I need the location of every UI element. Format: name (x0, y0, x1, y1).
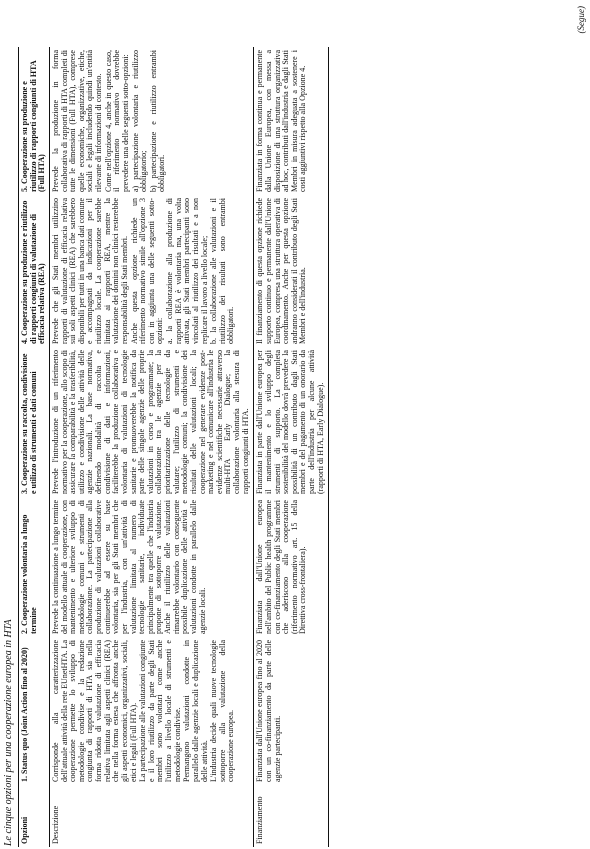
cell-paragraph: Prevede che gli Stati membri utilizzino rapporti di valutazione di efficacia relativa sui soli aspetti clinici (REA) che sarebbero disponibili per tutti in una banca dati comune e accompagnati da indicazioni per il riutilizzo locale. La cooperazione sarebbe limitata ai rapporti REA, mentre la valutazione dei domini non clinici resterebbe responsabilità degli Stati membri. (50, 198, 129, 344)
cell-paragraph: Prevede l'introduzione di un riferimento normativo per la cooperazione, allo scopo di assicurare la comparabilità e la trasferibilità, utilizzo e condivisione delle attività delle agenzie nazionali. La base normativa, definendo modalità di raccolta e condivisione di dati e informazioni, faciliterebbe la produzione collaborativa e volontaria di valutazioni di tecnologie sanitarie e promuoverebbe la notifica da parte delle singole agenzie delle proprie valutazioni in corso e programmate; la collaborazione tra le agenzie per la prioritarizzazione delle tecnologie da valutare; l'utilizzo di strumenti e metodologie comuni; la condivisione dei risultati delle valutazioni locali; la cooperazione nel generare evidenze post-marketing e nel comunicare all'industria le evidenze scientifiche necessarie attraverso multi-HTA Early Dialogue; la collaborazione volontaria alla stesura di rapporti congiunti di HTA. (50, 350, 250, 494)
cell-paragraph: b. la collaborazione alle valutazioni e il riutilizzo dei risultati sono entrambi obbligatori. (209, 198, 236, 344)
header-cell: 1. Status quo (Joint Action fino al 2020) (19, 637, 50, 785)
cell-paragraph: L'industria decide quali nuove tecnologie sottoporre alla valutazione della cooperazione europea. (209, 640, 236, 782)
option-cell (49, 347, 253, 497)
table-row (49, 47, 253, 847)
cell-paragraph: a. la collaborazione alla produzione di rapporti REA è volontaria ma, una volta attivata, gli Stati membri partecipanti sono vincolati al riutilizzo dei risultati e a non replicare il lavoro a livello locale; (165, 198, 209, 344)
cell-paragraph: Finanziata dall'Unione europea fino al 2020 con un co-finanziamento da parte delle agenzie partecipanti. (255, 640, 282, 782)
row-label: Finanziamento (254, 785, 329, 847)
cell-paragraph: Finanziata dall'Unione europea nell'ambito del Public health programme con co-finanziamento degli Stati membri che aderiscono alla cooperazione (riferimento normativo art. 15 della Direttiva cross-frontaliera). (255, 500, 308, 634)
cell-paragraph: Anche questa opzione richiede un riferimento normativo simile all'opzione 3 con in aggiunta una delle seguenti sotto-opzioni: (129, 198, 165, 344)
cell-paragraph: Come nell'opzione 4, anche in questo caso, il riferimento normativo dovrebbe prevedere una delle seguenti sotto-opzioni: (103, 50, 130, 192)
option-cell (254, 637, 329, 785)
cell-paragraph: La partecipazione alle valutazioni congiunte e il loro riutilizzo da parte degli Stati membri sono volontari come anche l'utilizzo a livello locale di strumenti e metodologie condivise. (138, 640, 182, 782)
header-cell: 2. Cooperazione volontaria a lungo termine (19, 497, 50, 637)
option-cell (49, 637, 253, 785)
cell-paragraph: b) partecipazione e riutilizzo entrambi obbligatori. (148, 50, 167, 192)
option-cell (254, 47, 329, 195)
options-table (18, 47, 329, 847)
cell-paragraph: Prevede la continuazione a lungo termine del modello attuale di cooperazione, con mantenimento e ulteriore sviluppo di metodologie comuni e strumenti di collaborazione. La partecipazione alla produzione di valutazioni collaborative continuerebbe ad essere su base volontaria, sia per gli Stati membri che per l'industria, con un'attività di valutazione limitata al numero di tecnologie sanitarie, individuate principalmente tra quelle che l'industria propone di sottoporre a valutazione. Anche il riutilizzo delle valutazioni rimarrebbe volontario con conseguente possibile duplicazione delle attività e valutazioni condotte in parallelo dalle agenzie locali. (50, 500, 207, 634)
cell-paragraph: Il finanziamento di questa opzione richiede supporto continuo e permanente dall'Unione Europea, compresa una struttura operativa di coordinamento. Anche per questa opzione andranno considerati il contributo degli Stati Membri e dell'industria. (255, 198, 308, 344)
option-cell (254, 347, 329, 497)
table-row (254, 47, 329, 847)
header-cell: 3. Cooperazione su raccolta, condivisione e utilizzo di strumenti e dati comuni (19, 347, 50, 497)
cell-paragraph: Finanziata in forma continua e permanente dalla Unione Europea, con messa a disposizione di una struttura organizzativa ad hoc, contributi dall'industria e dagli Stati Membri in misura adeguata a sostenere i costi aggiuntivi rispetto alla Opzione 4. (255, 50, 308, 192)
row-label: Descrizione (49, 785, 253, 847)
option-cell (49, 195, 253, 347)
header-cell: 5. Cooperazione su produzione e riutilizzo di rapporti congiunti di HTA (Full HTA) (19, 47, 50, 195)
cell-paragraph: Corrisponde alla caratterizzazione dell'attuale attività della rete EUnetHTA. La cooperazione permette lo sviluppo di metodologie condivise e la redazione congiunta di rapporti di HTA sia nella forma ridotta di valutazione di efficacia relativa limitata agli aspetti clinici (REA) che nella forma estesa che affronta anche gli aspetti economici, organizzativi, sociali, etici e legali (Full HTA). (50, 640, 138, 782)
cell-paragraph: a) partecipazione volontaria e riutilizzo obbligatorio; (130, 50, 149, 192)
continued-label: (Segue) (576, 6, 586, 34)
header-cell: Opzioni (19, 785, 50, 847)
option-cell (254, 195, 329, 347)
cell-paragraph: Finanziata in parte dall'Unione europea per il mantenimento e lo sviluppo degli strumenti di supporto. La completa sostenibilità del modello dovrà prevedere la possibilità di un contributo dagli Stati membri e del pagamento di un onorario da parte dell'industria per alcune attività (rapporti di HTA, Early Dialogue). (255, 350, 325, 494)
header-cell: 4. Cooperazione su produzione e riutilizzo di rapporti congiunti di valutazione di efficacia relativa (REA) (19, 195, 50, 347)
option-cell (254, 497, 329, 637)
option-cell (49, 497, 253, 637)
cell-paragraph: Permangono valutazioni condotte in parallelo dalle agenzie locali e duplicazione delle attività. (182, 640, 209, 782)
table-caption: Le cinque opzioni per una cooperazione europea in HTA (3, 619, 14, 846)
option-cell (49, 47, 253, 195)
header-row (19, 47, 50, 847)
cell-paragraph: Prevede la produzione in forma collaborativa di rapporti di HTA completi di tutte le dimensioni (Full HTA), comprese quelle economiche, organizzative, etiche, sociali e legali includendo quindi un'entità rilevante di informazioni di contesto. (50, 50, 103, 192)
